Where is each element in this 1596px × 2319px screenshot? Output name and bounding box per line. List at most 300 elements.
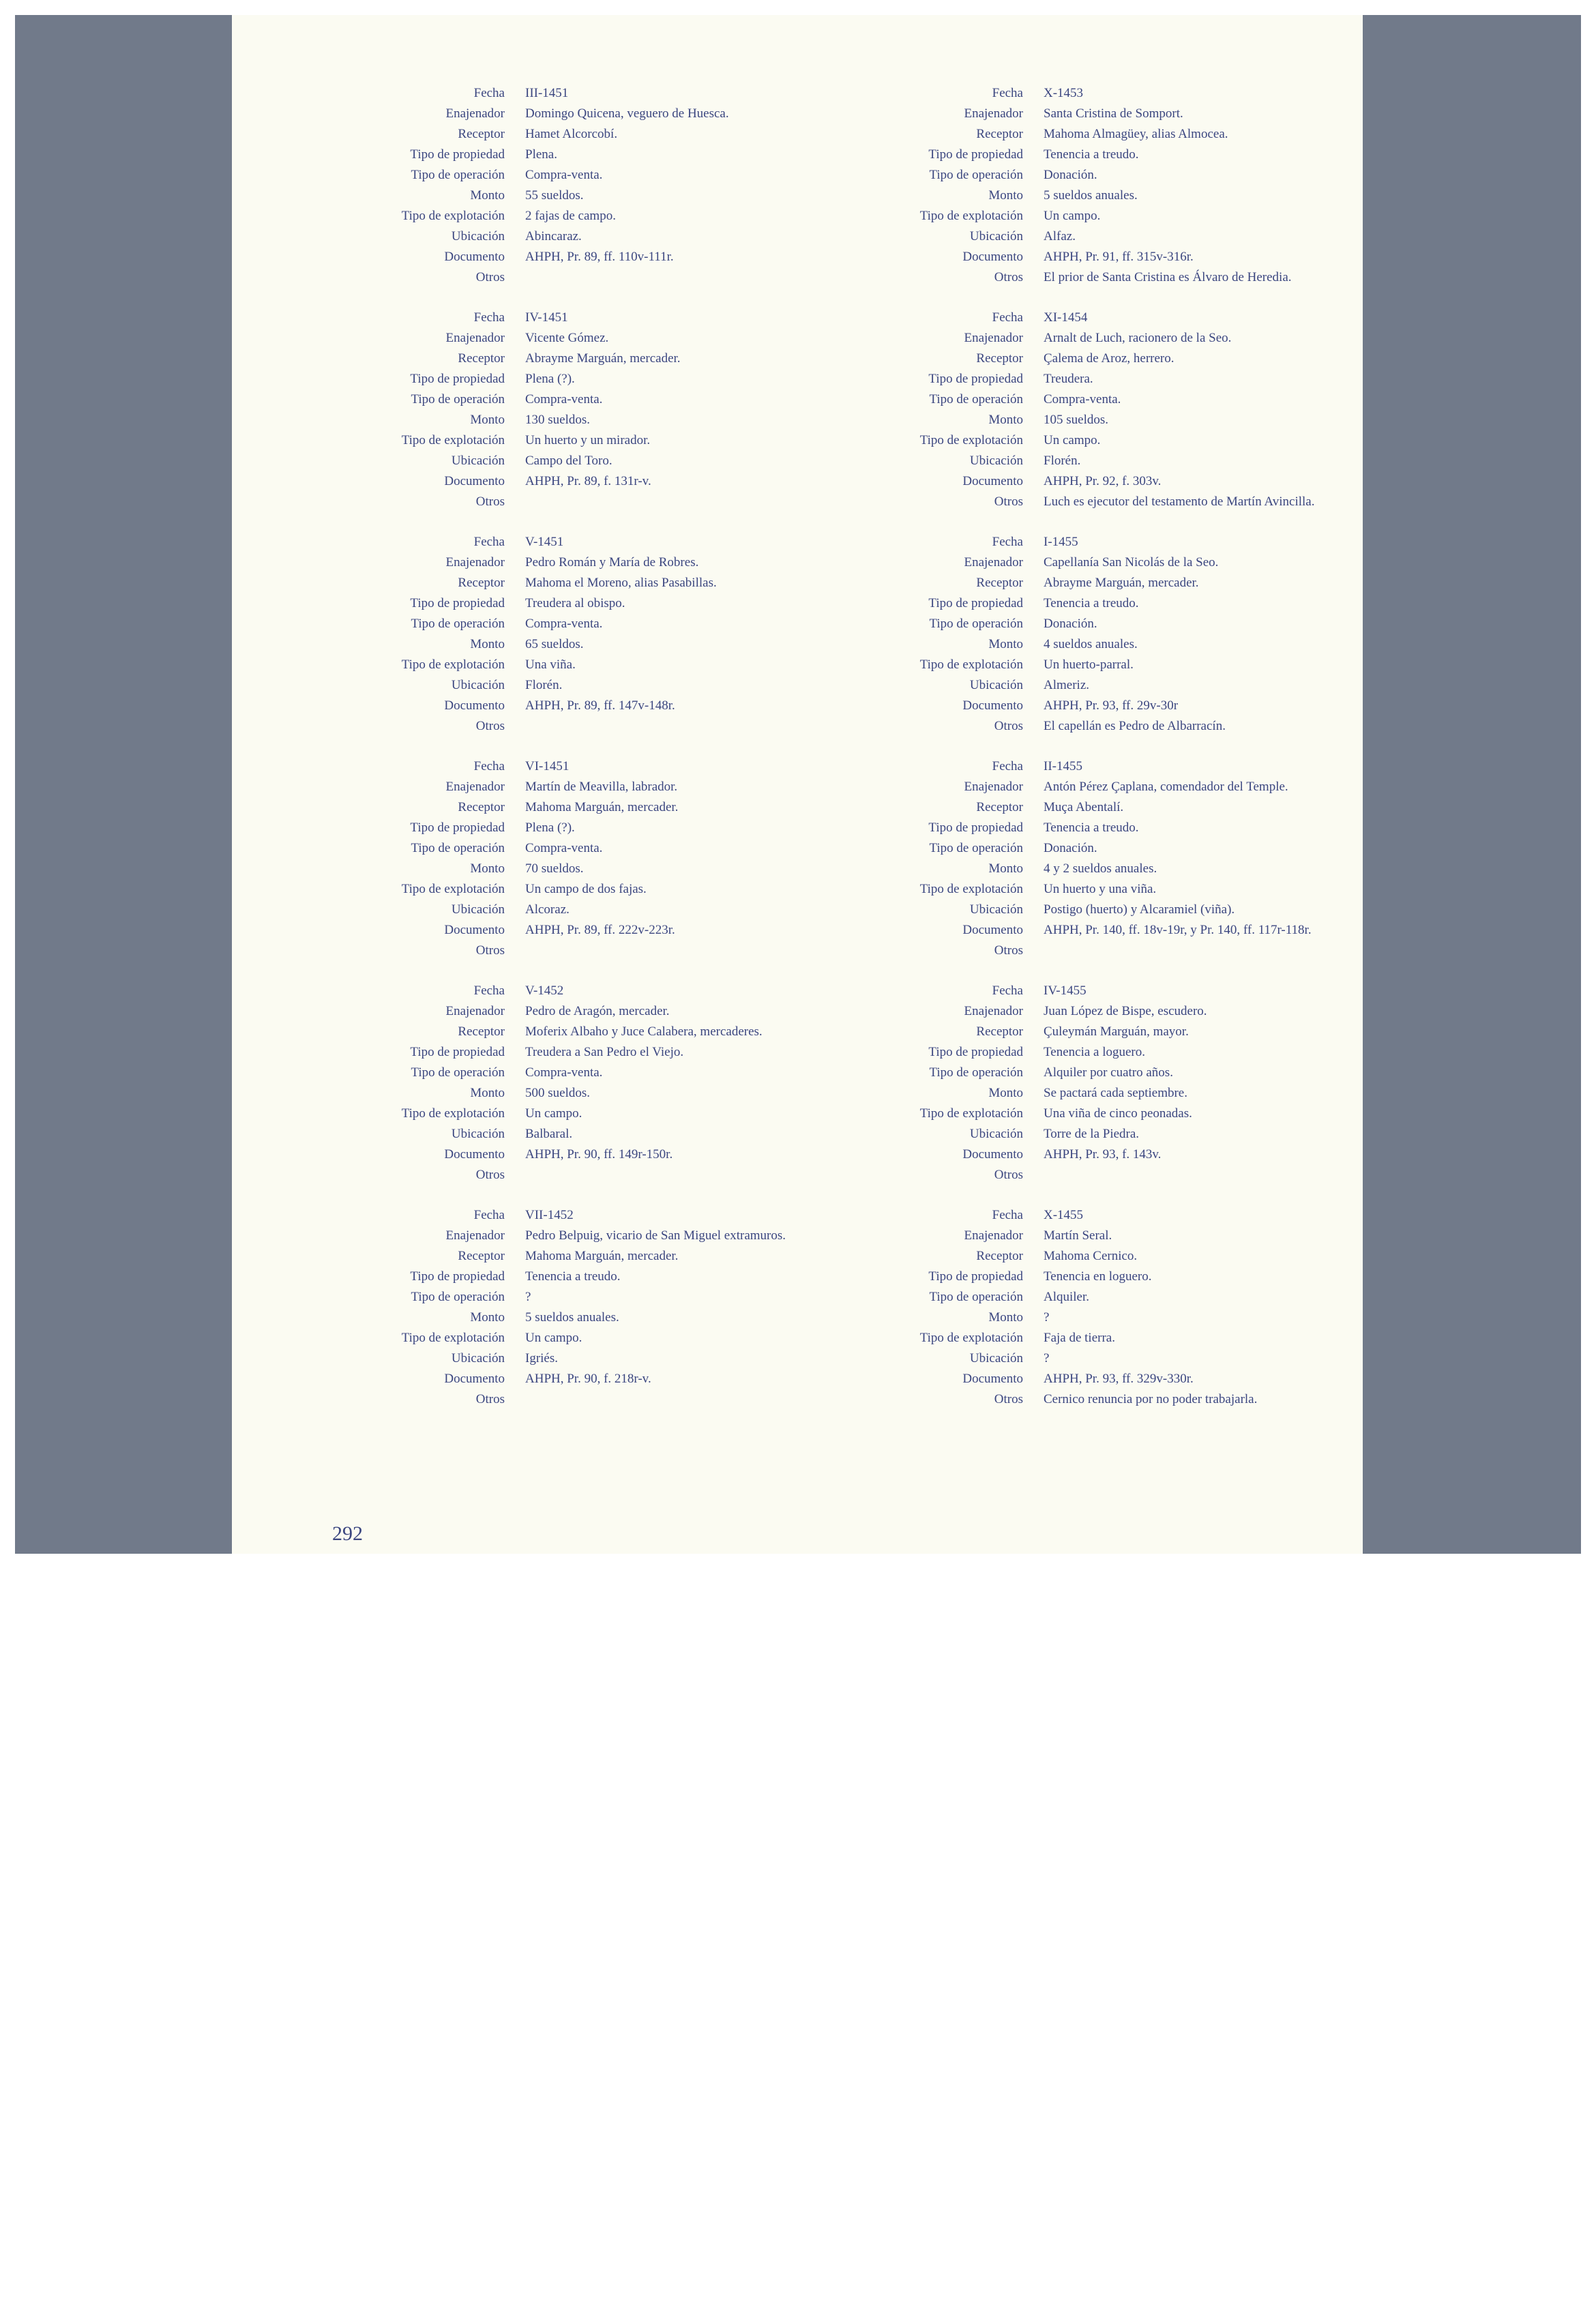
- field-label: Monto: [470, 1086, 505, 1100]
- record-field-row: [396, 410, 786, 430]
- record-entry: [914, 756, 1314, 961]
- field-label: Tipo de explotación: [401, 882, 505, 896]
- field-label: Receptor: [976, 1024, 1023, 1039]
- field-value: AHPH, Pr. 140, ff. 18v-19r, y Pr. 140, ff. 117r-118r.: [1044, 923, 1312, 937]
- record-field-row: [396, 797, 786, 818]
- record-field-row: [914, 1042, 1314, 1063]
- field-label: Enajenador: [445, 106, 505, 121]
- record-field-row: [396, 573, 786, 593]
- record-field-row: [396, 614, 786, 634]
- field-label: Monto: [988, 188, 1023, 203]
- field-label: Tipo de propiedad: [928, 147, 1023, 162]
- field-value: Un huerto-parral.: [1044, 658, 1134, 672]
- document-page: [232, 15, 1363, 1554]
- record-field-row: [914, 1328, 1314, 1348]
- record-field-row: [914, 1124, 1314, 1144]
- record-field-row: [396, 104, 786, 124]
- record-field-row: [396, 1267, 786, 1287]
- field-value: Plena (?).: [525, 372, 575, 386]
- record-field-row: [914, 593, 1314, 614]
- record-field-row: [914, 1022, 1314, 1042]
- field-value: ?: [525, 1290, 531, 1304]
- record-field-row: [396, 675, 786, 696]
- field-label: Receptor: [458, 800, 505, 814]
- record-field-row: [396, 165, 786, 186]
- field-value: Moferix Albaho y Juce Calabera, mercaderes.: [525, 1024, 763, 1039]
- record-field-row: [396, 349, 786, 369]
- field-value: X-1453: [1044, 86, 1084, 100]
- field-value: Mahoma Marguán, mercader.: [525, 800, 679, 814]
- record-field-row: [396, 1328, 786, 1348]
- field-value: Una viña de cinco peonadas.: [1044, 1106, 1192, 1121]
- record-field-row: [914, 797, 1314, 818]
- record-field-row: [914, 492, 1314, 512]
- field-value: Tenencia a loguero.: [1044, 1045, 1146, 1059]
- field-label: Otros: [475, 943, 505, 958]
- record-field-row: [914, 267, 1314, 288]
- field-label: Otros: [994, 494, 1023, 509]
- field-label: Tipo de propiedad: [410, 596, 505, 610]
- record-field-row: [396, 1246, 786, 1267]
- field-label: Monto: [988, 861, 1023, 876]
- record-field-row: [914, 634, 1314, 655]
- record-field-row: [396, 1022, 786, 1042]
- field-value: II-1455: [1044, 759, 1082, 773]
- field-value: 4 y 2 sueldos anuales.: [1044, 861, 1157, 876]
- record-field-row: [914, 1389, 1314, 1410]
- field-label: Tipo de operación: [411, 392, 505, 407]
- record-field-row: [396, 1205, 786, 1226]
- record-field-row: [914, 165, 1314, 186]
- record-field-row: [396, 716, 786, 737]
- field-value: Treudera.: [1044, 372, 1093, 386]
- field-value: IV-1451: [525, 310, 568, 325]
- field-label: Ubicación: [451, 1351, 505, 1365]
- record-entry: [914, 532, 1314, 737]
- record-field-row: [914, 124, 1314, 145]
- record-field-row: [396, 593, 786, 614]
- field-label: Ubicación: [451, 678, 505, 692]
- field-value: AHPH, Pr. 89, ff. 222v-223r.: [525, 923, 675, 937]
- field-value: Compra-venta.: [525, 1065, 603, 1080]
- record-field-row: [396, 1369, 786, 1389]
- record-entry: [396, 1205, 786, 1410]
- field-label: Tipo de explotación: [401, 433, 505, 447]
- field-label: Documento: [962, 250, 1023, 264]
- field-value: 130 sueldos.: [525, 413, 590, 427]
- record-field-row: [396, 981, 786, 1001]
- field-value: Arnalt de Luch, racionero de la Seo.: [1044, 331, 1232, 345]
- record-field-row: [396, 818, 786, 838]
- field-label: Tipo de explotación: [401, 1106, 505, 1121]
- record-field-row: [914, 1267, 1314, 1287]
- field-label: Enajenador: [964, 555, 1023, 570]
- field-value: AHPH, Pr. 90, ff. 149r-150r.: [525, 1147, 673, 1162]
- field-label: Tipo de operación: [411, 841, 505, 855]
- record-field-row: [914, 145, 1314, 165]
- field-value: El capellán es Pedro de Albarracín.: [1044, 719, 1226, 733]
- field-value: Florén.: [1044, 454, 1081, 468]
- field-value: Hamet Alcorcobí.: [525, 127, 618, 141]
- field-label: Ubicación: [969, 902, 1023, 917]
- field-label: Receptor: [976, 1249, 1023, 1263]
- field-label: Tipo de explotación: [401, 658, 505, 672]
- record-field-row: [396, 1001, 786, 1022]
- record-field-row: [396, 1389, 786, 1410]
- record-entry: [396, 532, 786, 737]
- field-label: Tipo de propiedad: [410, 1269, 505, 1284]
- record-field-row: [914, 818, 1314, 838]
- record-entry: [914, 1205, 1314, 1410]
- field-value: 500 sueldos.: [525, 1086, 590, 1100]
- record-field-row: [914, 83, 1314, 104]
- field-value: AHPH, Pr. 92, f. 303v.: [1044, 474, 1162, 488]
- record-field-row: [396, 900, 786, 920]
- field-value: Campo del Toro.: [525, 454, 612, 468]
- field-label: Ubicación: [451, 454, 505, 468]
- record-field-row: [914, 1083, 1314, 1104]
- record-field-row: [914, 430, 1314, 451]
- field-value: Pedro Román y María de Robres.: [525, 555, 699, 570]
- record-field-row: [396, 879, 786, 900]
- field-label: Tipo de operación: [929, 1290, 1023, 1304]
- field-label: Documento: [962, 1372, 1023, 1386]
- field-label: Tipo de propiedad: [410, 821, 505, 835]
- field-label: Receptor: [458, 351, 505, 366]
- field-label: Fecha: [992, 86, 1023, 100]
- field-label: Fecha: [992, 535, 1023, 549]
- field-value: Treudera a San Pedro el Viejo.: [525, 1045, 684, 1059]
- record-field-row: [914, 186, 1314, 206]
- field-value: Almeriz.: [1044, 678, 1090, 692]
- record-field-row: [396, 552, 786, 573]
- field-value: Alquiler.: [1044, 1290, 1090, 1304]
- field-label: Ubicación: [969, 678, 1023, 692]
- field-value: XI-1454: [1044, 310, 1088, 325]
- field-label: Receptor: [976, 576, 1023, 590]
- field-label: Documento: [962, 923, 1023, 937]
- field-value: Tenencia a treudo.: [1044, 596, 1139, 610]
- field-value: Postigo (huerto) y Alcaramiel (viña).: [1044, 902, 1235, 917]
- field-label: Enajenador: [445, 1228, 505, 1243]
- record-field-row: [396, 1083, 786, 1104]
- record-field-row: [396, 369, 786, 389]
- record-field-row: [914, 1205, 1314, 1226]
- record-field-row: [914, 104, 1314, 124]
- record-field-row: [396, 1165, 786, 1185]
- field-label: Tipo de propiedad: [928, 1045, 1023, 1059]
- field-value: Santa Cristina de Somport.: [1044, 106, 1183, 121]
- record-field-row: [396, 430, 786, 451]
- record-field-row: [396, 1144, 786, 1165]
- field-label: Monto: [470, 637, 505, 651]
- field-value: Plena (?).: [525, 821, 575, 835]
- field-value: 55 sueldos.: [525, 188, 584, 203]
- field-value: Pedro de Aragón, mercader.: [525, 1004, 670, 1018]
- field-label: Tipo de propiedad: [410, 147, 505, 162]
- record-field-row: [914, 1063, 1314, 1083]
- field-label: Fecha: [992, 1208, 1023, 1222]
- field-value: Un campo.: [1044, 209, 1101, 223]
- field-label: Documento: [962, 1147, 1023, 1162]
- field-label: Receptor: [976, 127, 1023, 141]
- record-field-row: [396, 308, 786, 328]
- record-field-row: [914, 941, 1314, 961]
- field-label: Receptor: [976, 351, 1023, 366]
- field-label: Tipo de propiedad: [928, 372, 1023, 386]
- record-field-row: [914, 1287, 1314, 1308]
- field-label: Receptor: [458, 576, 505, 590]
- field-value: Mahoma Cernico.: [1044, 1249, 1138, 1263]
- field-value: Florén.: [525, 678, 563, 692]
- field-label: Ubicación: [451, 1127, 505, 1141]
- field-value: Compra-venta.: [1044, 392, 1121, 407]
- record-field-row: [914, 1104, 1314, 1124]
- record-field-row: [914, 328, 1314, 349]
- field-value: Juan López de Bispe, escudero.: [1044, 1004, 1207, 1018]
- record-field-row: [396, 859, 786, 879]
- field-value: Abincaraz.: [525, 229, 582, 243]
- record-field-row: [396, 267, 786, 288]
- field-value: Un campo.: [525, 1331, 582, 1345]
- field-label: Fecha: [473, 759, 505, 773]
- field-label: Tipo de propiedad: [410, 372, 505, 386]
- field-value: Compra-venta.: [525, 841, 603, 855]
- record-field-row: [914, 655, 1314, 675]
- field-value: Se pactará cada septiembre.: [1044, 1086, 1187, 1100]
- field-label: Tipo de propiedad: [928, 1269, 1023, 1284]
- field-value: Alquiler por cuatro años.: [1044, 1065, 1173, 1080]
- field-value: Compra-venta.: [525, 168, 603, 182]
- record-field-row: [914, 1226, 1314, 1246]
- field-value: AHPH, Pr. 89, f. 131r-v.: [525, 474, 651, 488]
- field-label: Otros: [994, 719, 1023, 733]
- record-field-row: [396, 1308, 786, 1328]
- field-value: 2 fajas de campo.: [525, 209, 616, 223]
- field-value: V-1452: [525, 984, 564, 998]
- field-value: Antón Pérez Çaplana, comendador del Temple.: [1044, 780, 1288, 794]
- field-value: Çuleymán Marguán, mayor.: [1044, 1024, 1189, 1039]
- record-field-row: [914, 247, 1314, 267]
- record-field-row: [396, 941, 786, 961]
- field-label: Tipo de operación: [929, 392, 1023, 407]
- field-label: Fecha: [473, 984, 505, 998]
- field-value: Muça Abentalí.: [1044, 800, 1124, 814]
- field-label: Enajenador: [964, 1228, 1023, 1243]
- field-value: Faja de tierra.: [1044, 1331, 1115, 1345]
- field-value: AHPH, Pr. 89, ff. 110v-111r.: [525, 250, 674, 264]
- record-field-row: [914, 1348, 1314, 1369]
- record-field-row: [914, 369, 1314, 389]
- field-label: Documento: [444, 698, 505, 713]
- field-label: Tipo de explotación: [401, 1331, 505, 1345]
- field-value: Çalema de Aroz, herrero.: [1044, 351, 1174, 366]
- field-value: Compra-venta.: [525, 617, 603, 631]
- record-field-row: [396, 1042, 786, 1063]
- record-entry: [396, 981, 786, 1185]
- record-field-row: [914, 552, 1314, 573]
- record-field-row: [914, 1369, 1314, 1389]
- field-label: Ubicación: [969, 229, 1023, 243]
- field-label: Otros: [475, 1168, 505, 1182]
- record-field-row: [914, 573, 1314, 593]
- field-label: Documento: [444, 474, 505, 488]
- field-label: Monto: [988, 1310, 1023, 1325]
- field-label: Ubicación: [969, 1127, 1023, 1141]
- field-label: Documento: [444, 923, 505, 937]
- record-field-row: [914, 879, 1314, 900]
- field-value: Luch es ejecutor del testamento de Martín Avincilla.: [1044, 494, 1315, 509]
- field-label: Monto: [988, 1086, 1023, 1100]
- field-value: VI-1451: [525, 759, 570, 773]
- record-field-row: [396, 920, 786, 941]
- record-field-row: [914, 226, 1314, 247]
- field-label: Fecha: [992, 310, 1023, 325]
- field-label: Ubicación: [451, 229, 505, 243]
- record-entry: [396, 83, 786, 288]
- field-label: Tipo de propiedad: [928, 596, 1023, 610]
- field-label: Tipo de operación: [411, 617, 505, 631]
- field-value: Donación.: [1044, 841, 1097, 855]
- record-field-row: [396, 492, 786, 512]
- record-field-row: [914, 1246, 1314, 1267]
- field-label: Enajenador: [964, 331, 1023, 345]
- field-label: Tipo de operación: [411, 168, 505, 182]
- field-label: Otros: [475, 1392, 505, 1406]
- field-label: Otros: [475, 719, 505, 733]
- field-value: Plena.: [525, 147, 557, 162]
- field-value: El prior de Santa Cristina es Álvaro de Heredia.: [1044, 270, 1292, 284]
- field-label: Tipo de operación: [929, 168, 1023, 182]
- field-label: Documento: [444, 1372, 505, 1386]
- field-value: ?: [1044, 1310, 1050, 1325]
- field-value: Tenencia a treudo.: [1044, 147, 1139, 162]
- field-label: Tipo de explotación: [919, 1331, 1023, 1345]
- record-field-row: [396, 1348, 786, 1369]
- field-label: Fecha: [992, 759, 1023, 773]
- record-field-row: [914, 206, 1314, 226]
- field-value: Abrayme Marguán, mercader.: [1044, 576, 1199, 590]
- field-label: Receptor: [458, 1024, 505, 1039]
- field-label: Receptor: [976, 800, 1023, 814]
- field-value: AHPH, Pr. 93, f. 143v.: [1044, 1147, 1162, 1162]
- field-value: 65 sueldos.: [525, 637, 584, 651]
- field-label: Monto: [988, 413, 1023, 427]
- record-entry: [914, 308, 1314, 512]
- field-label: Monto: [470, 413, 505, 427]
- field-value: Mahoma Marguán, mercader.: [525, 1249, 679, 1263]
- record-field-row: [396, 756, 786, 777]
- record-field-row: [396, 145, 786, 165]
- field-label: Fecha: [473, 535, 505, 549]
- record-field-row: [396, 83, 786, 104]
- field-label: Documento: [962, 474, 1023, 488]
- field-value: V-1451: [525, 535, 564, 549]
- field-label: Monto: [470, 861, 505, 876]
- record-field-row: [914, 777, 1314, 797]
- field-label: Otros: [994, 1392, 1023, 1406]
- field-label: Tipo de operación: [411, 1290, 505, 1304]
- field-label: Tipo de explotación: [919, 882, 1023, 896]
- field-value: Compra-venta.: [525, 392, 603, 407]
- field-value: AHPH, Pr. 90, f. 218r-v.: [525, 1372, 651, 1386]
- record-field-row: [914, 696, 1314, 716]
- field-value: Donación.: [1044, 168, 1097, 182]
- records-column-left: [396, 83, 786, 1430]
- field-value: Un huerto y una viña.: [1044, 882, 1157, 896]
- field-value: VII-1452: [525, 1208, 574, 1222]
- record-entry: [914, 981, 1314, 1185]
- field-value: Martín de Meavilla, labrador.: [525, 780, 678, 794]
- record-field-row: [396, 532, 786, 552]
- record-field-row: [914, 614, 1314, 634]
- field-label: Documento: [444, 250, 505, 264]
- field-label: Tipo de explotación: [919, 433, 1023, 447]
- field-label: Tipo de operación: [929, 617, 1023, 631]
- field-value: Un campo de dos fajas.: [525, 882, 647, 896]
- record-field-row: [396, 1063, 786, 1083]
- field-value: Cernico renuncia por no poder trabajarla.: [1044, 1392, 1258, 1406]
- record-field-row: [914, 920, 1314, 941]
- field-value: Treudera al obispo.: [525, 596, 625, 610]
- record-field-row: [396, 696, 786, 716]
- record-field-row: [914, 349, 1314, 369]
- record-field-row: [396, 226, 786, 247]
- field-value: III-1451: [525, 86, 569, 100]
- field-label: Tipo de operación: [929, 841, 1023, 855]
- record-field-row: [914, 1001, 1314, 1022]
- field-label: Otros: [994, 943, 1023, 958]
- record-field-row: [396, 451, 786, 471]
- field-label: Enajenador: [964, 780, 1023, 794]
- record-field-row: [396, 777, 786, 797]
- field-label: Monto: [988, 637, 1023, 651]
- field-value: Balbaral.: [525, 1127, 573, 1141]
- record-field-row: [396, 206, 786, 226]
- record-field-row: [396, 1287, 786, 1308]
- field-value: Tenencia a treudo.: [525, 1269, 621, 1284]
- field-label: Monto: [470, 188, 505, 203]
- record-field-row: [396, 1124, 786, 1144]
- field-value: Martín Seral.: [1044, 1228, 1112, 1243]
- field-label: Tipo de explotación: [919, 658, 1023, 672]
- field-label: Ubicación: [451, 902, 505, 917]
- field-value: Un campo.: [1044, 433, 1101, 447]
- record-field-row: [396, 471, 786, 492]
- field-value: Pedro Belpuig, vicario de San Miguel extramuros.: [525, 1228, 786, 1243]
- field-value: Mahoma el Moreno, alias Pasabillas.: [525, 576, 717, 590]
- field-value: Igriés.: [525, 1351, 559, 1365]
- field-value: IV-1455: [1044, 984, 1087, 998]
- field-label: Monto: [470, 1310, 505, 1325]
- field-value: Tenencia en loguero.: [1044, 1269, 1152, 1284]
- record-entry: [914, 83, 1314, 288]
- record-field-row: [396, 124, 786, 145]
- field-value: Vicente Gómez.: [525, 331, 609, 345]
- field-label: Documento: [444, 1147, 505, 1162]
- record-entry: [396, 756, 786, 961]
- field-label: Ubicación: [969, 1351, 1023, 1365]
- field-label: Otros: [475, 270, 505, 284]
- field-label: Receptor: [458, 127, 505, 141]
- record-field-row: [396, 655, 786, 675]
- field-label: Enajenador: [445, 331, 505, 345]
- field-label: Fecha: [473, 310, 505, 325]
- field-value: AHPH, Pr. 93, ff. 329v-330r.: [1044, 1372, 1194, 1386]
- field-label: Enajenador: [964, 1004, 1023, 1018]
- record-field-row: [914, 471, 1314, 492]
- field-value: 5 sueldos anuales.: [1044, 188, 1138, 203]
